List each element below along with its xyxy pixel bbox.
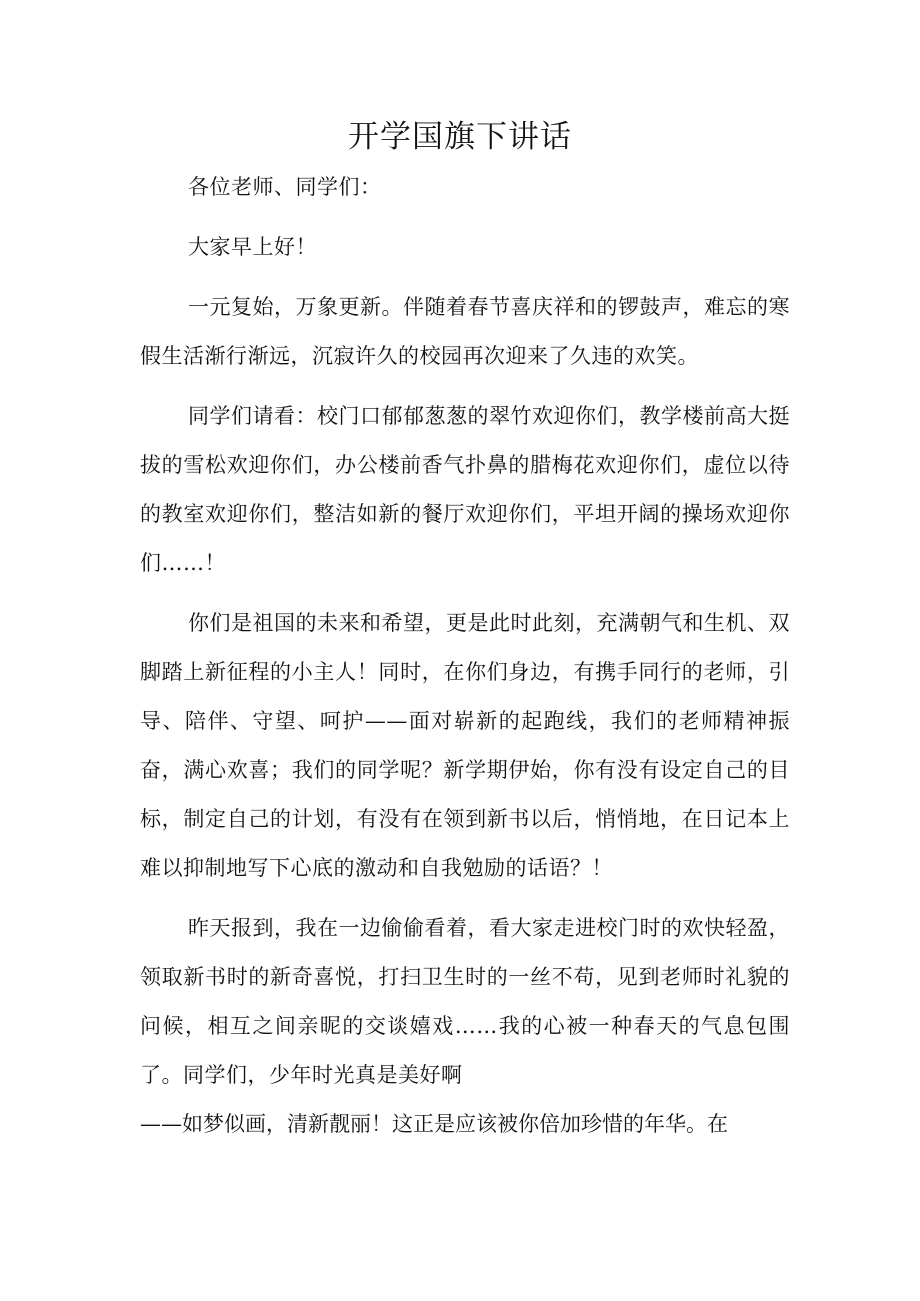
salutation: 各位老师、同学们： (188, 175, 382, 199)
document-body (140, 163, 790, 1160)
paragraph-future: 你们是祖国的未来和希望，更是此时此刻，充满朝气和生机、双脚踏上新征程的小主人！同时，在你们身边，有携手同行的老师，引导、陪伴、守望、呵护——面对崭新的起跑线，我们的老师精神振奋，满心欢喜；我们的同学呢？新学期伊始，你有没有设定自己的目标，制定自己的计划，有没有在领到新书以后，悄悄地，在日记本上难以抑制地写下心底的激动和自我勉励的话语？！ (140, 611, 790, 880)
paragraph-new-year: 一元复始，万象更新。伴随着春节喜庆祥和的锣鼓声，难忘的寒假生活渐行渐远，沉寂许久的校园再次迎来了久违的欢笑。 (140, 295, 790, 368)
paragraph-continuation: ——如梦似画，清新靓丽！这正是应该被你倍加珍惜的年华。在 (140, 1112, 728, 1136)
paragraph-welcome: 同学们请看：校门口郁郁葱葱的翠竹欢迎你们，教学楼前高大挺拔的雪松欢迎你们，办公楼前香气扑鼻的腊梅花欢迎你们，虚位以待的教室欢迎你们，整洁如新的餐厅欢迎你们，平坦开阔的操场欢迎你们……！ (140, 404, 790, 575)
greeting: 大家早上好！ (188, 235, 317, 259)
paragraph-yesterday: 昨天报到，我在一边偷偷看着，看大家走进校门时的欢快轻盈，领取新书时的新奇喜悦，打扫卫生时的一丝不苟，见到老师时礼貌的问候，相互之间亲昵的交谈嬉戏……我的心被一种春天的气息包围了。同学们，少年时光真是美好啊 (140, 916, 790, 1087)
document-title: 开学国旗下讲话 (348, 119, 572, 155)
